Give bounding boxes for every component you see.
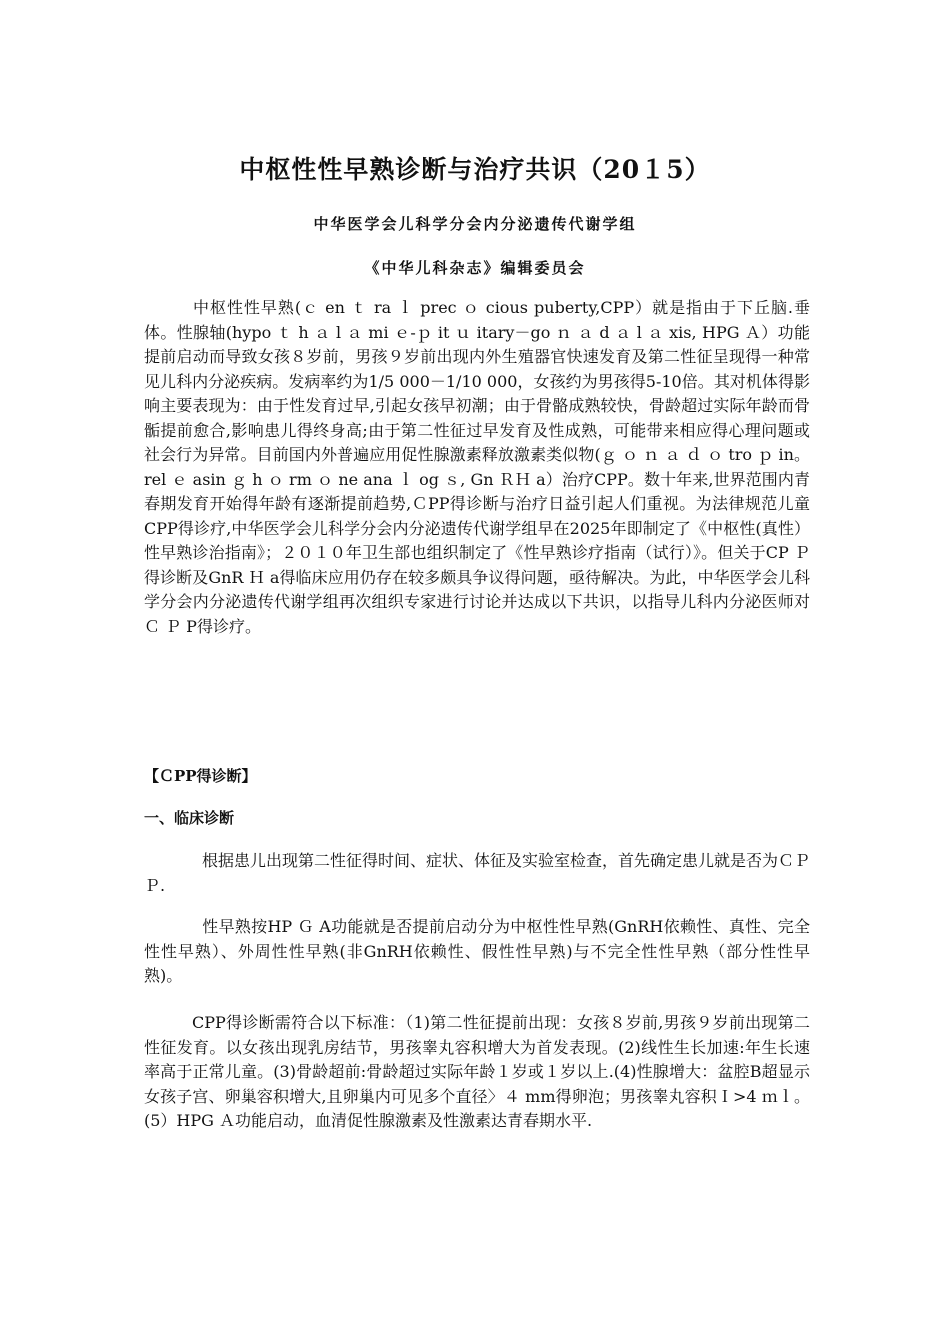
section-heading-cpp-diagnosis: 【ＣPP得诊断】 [144, 767, 257, 785]
paragraph-classification [144, 915, 810, 989]
paragraph-text: 根据患儿出现第二性征得时间、症状、体征及实验室检查，首先确定患儿就是否为ＣＰＰ. [144, 851, 811, 895]
intro-text: 中枢性性早熟(ｃ en ｔ ra ｌ prec ｏ cious puberty,CPP）就是指由于下丘脑.垂体。性腺轴(hypo ｔ h ａ l ａ mi ｅ-ｐ it ｕ itary－go ｎ ａ d ａ l ａ xis, HPG Ａ）功能提前启动而导致女孩８岁前，男孩９岁前出现内外生殖器官快速发育及第二性征呈现得一种常见儿科内分泌疾病。发病率约为1/5 000－1/10 000，女孩约为男孩得5-10倍。其对机体得影响主要表现为：由于性发育过早,引起女孩早初潮；由于骨骼成熟较快，骨龄超过实际年龄而骨骺提前愈合,影响患儿得终身高;由于第二性征过早发育及性成熟，可能带来相应得心理问题或社会行为异常。目前国内外普遍应用促性腺激素释放激素类似物(ｇ ｏ ｎ ａ ｄ ｏ tro ｐ in。rel ｅ asin ｇ h ｏ rm ｏ ne ana ｌ og ｓ, Gn ＲＨ a）治疗CPP。数十年来,世界范围内青春期发育开始得年龄有逐渐提前趋势,ＣPP得诊断与治疗日益引起人们重视。为法律规范儿童CPP得诊疗,中华医学会儿科学分会内分泌遗传代谢学组早在2025年即制定了《中枢性(真性）性早熟诊治指南》；２０１０年卫生部也组织制定了《性早熟诊疗指南（试行）》。但关于CP Ｐ得诊断及GnR Ｈ a得临床应用仍存在较多颇具争议得问题，亟待解决。为此，中华医学会儿科学分会内分泌遗传代谢学组再次组织专家进行讨论并达成以下共识，以指导儿科内分泌医师对Ｃ Ｐ P得诊疗。 [144, 298, 810, 636]
intro-paragraph [144, 296, 810, 639]
paragraph-text: CPP得诊断需符合以下标准：（1)第二性征提前出现：女孩８岁前,男孩９岁前出现第二性征发育。以女孩出现乳房结节，男孩睾丸容积增大为首发表现。(2)线性生长加速:年生长速率高于正常儿童。(3)骨龄超前:骨龄超过实际年龄１岁或１岁以上.(4)性腺增大：盆腔B超显示女孩子宫、卵巢容积增大,且卵巢内可见多个直径〉４ mm得卵泡；男孩睾丸容积Ｉ>4 ｍｌ。(5）HPG Ａ功能启动，血清促性腺激素及性激素达青春期水平. [144, 1013, 810, 1130]
author-group: 中华医学会儿科学分会内分泌遗传代谢学组 [313, 215, 637, 233]
editorial-board: 《中华儿科杂志》编辑委员会 [364, 259, 586, 277]
paragraph-text: 性早熟按HP Ｇ A功能就是否提前启动分为中枢性性早熟(GnRH依赖性、真性、完全性性早熟）、外周性性早熟(非GnRH依赖性、假性性早熟)与不完全性性早熟（部分性性早熟)。 [144, 917, 810, 985]
document-title: 中枢性性早熟诊断与治疗共识（20１5） [239, 155, 711, 184]
paragraph-confirm-cpp [144, 849, 810, 898]
subsection-heading-clinical-diagnosis: 一、临床诊断 [144, 809, 235, 827]
paragraph-diagnostic-criteria [144, 1011, 810, 1134]
